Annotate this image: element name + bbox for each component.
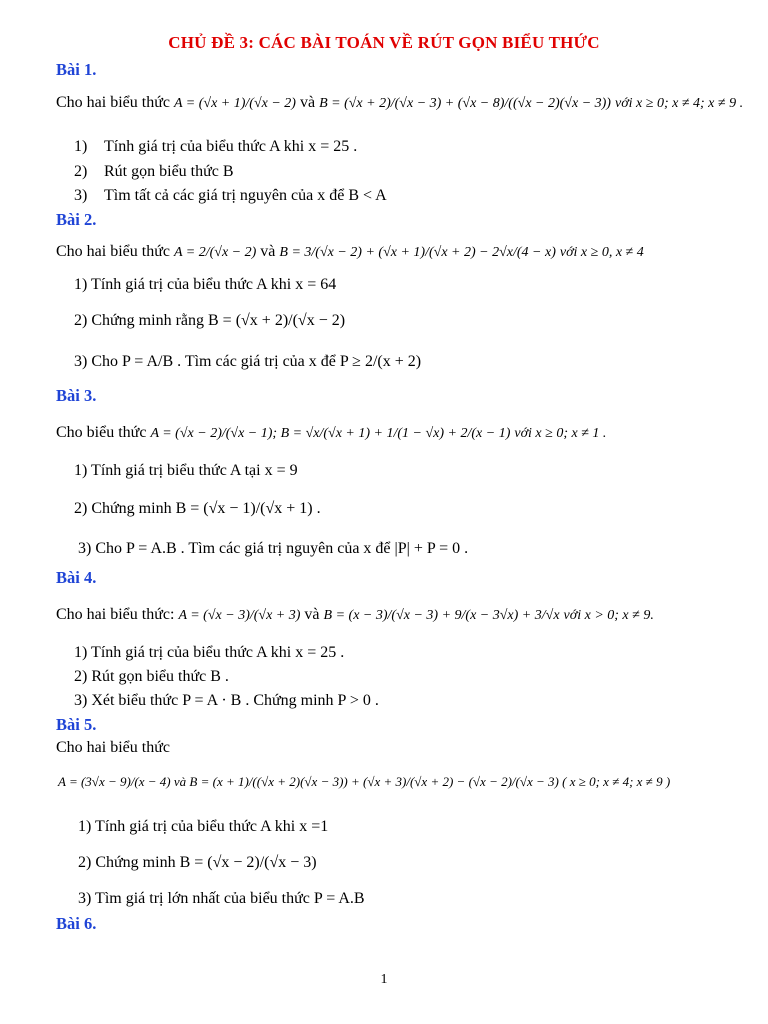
question-number: 3) bbox=[74, 187, 88, 204]
problem-2-and: và bbox=[260, 243, 276, 260]
problem-3-question-3: 3) Cho P = A.B . Tìm các giá trị nguyên của x để |P| + P = 0 . bbox=[78, 540, 469, 557]
problem-4-question-3: 3) Xét biểu thức P = A · B . Chứng minh P > 0 . bbox=[74, 692, 379, 709]
question-number: 1) bbox=[74, 138, 88, 155]
problem-2-statement bbox=[56, 243, 644, 261]
problem-2-expression-a: A = 2/(√x − 2) bbox=[173, 245, 257, 260]
problem-4-intro: Cho hai biểu thức: bbox=[56, 606, 175, 623]
problem-3-question-1: 1) Tính giá trị biểu thức A tại x = 9 bbox=[74, 462, 298, 479]
problem-2-heading: Bài 2. bbox=[56, 210, 97, 229]
problem-2-question-2: 2) Chứng minh rằng B = (√x + 2)/(√x − 2) bbox=[74, 312, 346, 329]
problem-3-expression: A = (√x − 2)/(√x − 1); B = √x/(√x + 1) + 1/(1 − √x) + 2/(x − 1) bbox=[150, 426, 511, 441]
problem-5-question-1: 1) Tính giá trị của biểu thức A khi x =1 bbox=[78, 818, 329, 835]
problem-3-condition: với x ≥ 0; x ≠ 1 . bbox=[514, 426, 607, 441]
problem-1-question-1 bbox=[74, 138, 357, 156]
problem-2-intro: Cho hai biểu thức bbox=[56, 243, 170, 260]
problem-3-heading: Bài 3. bbox=[56, 386, 97, 405]
problem-1-condition: với x ≥ 0; x ≠ 4; x ≠ 9 . bbox=[614, 96, 744, 111]
problem-2-question-1: 1) Tính giá trị của biểu thức A khi x = 64 bbox=[74, 276, 337, 293]
problem-5-expression bbox=[58, 774, 670, 790]
problem-5-question-2: 2) Chứng minh B = (√x − 2)/(√x − 3) bbox=[78, 854, 317, 871]
problem-1-question-3 bbox=[74, 187, 387, 205]
problem-4-heading: Bài 4. bbox=[56, 568, 97, 587]
problem-3-question-2: 2) Chứng minh B = (√x − 1)/(√x + 1) . bbox=[74, 500, 321, 517]
question-text: Rút gọn biểu thức B bbox=[104, 163, 234, 180]
question-text: Tìm tất cả các giá trị nguyên của x để B < A bbox=[104, 187, 387, 204]
problem-1-statement bbox=[56, 94, 743, 112]
problem-4-question-1: 1) Tính giá trị của biểu thức A khi x = 25 . bbox=[74, 644, 345, 661]
problem-5-intro: Cho hai biểu thức bbox=[56, 739, 170, 756]
problem-1-question-2 bbox=[74, 163, 234, 181]
problem-1-expression-b: B = (√x + 2)/(√x − 3) + (√x − 8)/((√x − 2)(√x − 3)) bbox=[319, 96, 611, 111]
problem-5-expression-text: A = (3√x − 9)/(x − 4) và B = (x + 1)/((√x + 2)(√x − 3)) + (√x + 3)/(√x + 2) − (√x − 2)/(√x − 3) ( x ≥ 0; x ≠ 4; x ≠ 9 ) bbox=[58, 774, 671, 789]
problem-5-heading: Bài 5. bbox=[56, 715, 97, 734]
problem-4-expression-a: A = (√x − 3)/(√x + 3) bbox=[178, 608, 301, 623]
problem-2-question-3: 3) Cho P = A/B . Tìm các giá trị của x để P ≥ 2/(x + 2) bbox=[74, 353, 422, 370]
problem-6-heading: Bài 6. bbox=[56, 914, 97, 933]
question-number: 2) bbox=[74, 163, 88, 180]
problem-1-heading: Bài 1. bbox=[56, 60, 97, 79]
problem-2-expression-b: B = 3/(√x − 2) + (√x + 1)/(√x + 2) − 2√x/(4 − x) bbox=[279, 245, 556, 260]
problem-4-expression-b: B = (x − 3)/(√x − 3) + 9/(x − 3√x) + 3/√x bbox=[323, 608, 560, 623]
problem-1-expression-a: A = (√x + 1)/(√x − 2) bbox=[173, 96, 296, 111]
problem-1-and: và bbox=[299, 94, 316, 111]
problem-5-question-3: 3) Tìm giá trị lớn nhất của biểu thức P = A.B bbox=[78, 890, 365, 907]
problem-4-condition: với x > 0; x ≠ 9. bbox=[563, 608, 654, 623]
problem-3-intro: Cho biểu thức bbox=[56, 424, 147, 441]
question-text: Tính giá trị của biểu thức A khi x = 25 . bbox=[104, 138, 358, 155]
problem-1-intro: Cho hai biểu thức bbox=[56, 94, 170, 111]
problem-4-question-2: 2) Rút gọn biểu thức B . bbox=[74, 668, 229, 685]
problem-4-statement bbox=[56, 606, 654, 624]
problem-3-statement bbox=[56, 424, 606, 442]
problem-2-condition: với x ≥ 0, x ≠ 4 bbox=[559, 245, 644, 260]
problem-4-and: và bbox=[304, 606, 320, 623]
document-title: CHỦ ĐỀ 3: CÁC BÀI TOÁN VỀ RÚT GỌN BIỂU THỨC bbox=[168, 33, 600, 52]
page-number: 1 bbox=[380, 972, 388, 987]
